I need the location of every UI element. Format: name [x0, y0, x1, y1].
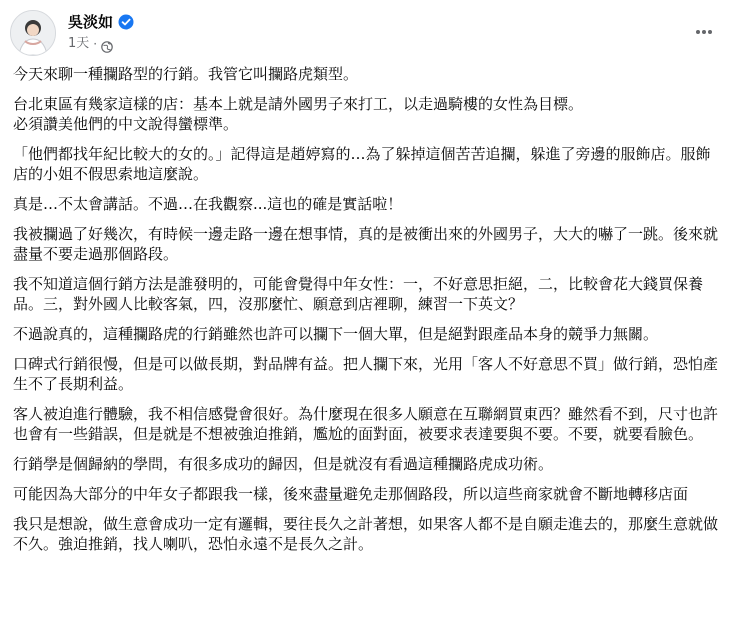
- post-paragraph: 我只是想說，做生意會成功一定有邏輯，要往長久之計著想，如果客人都不是自願走進去的，那麼生意就做不久。強迫推銷，找人喇叭，恐怕永遠不是長久之計。: [13, 515, 719, 553]
- post-paragraph: 我被攔過了好幾次，有時候一邊走路一邊在想事情，真的是被衝出來的外國男子，大大的嚇了一跳。後來就盡量不要走過那個路段。: [13, 225, 719, 263]
- more-options-icon: [694, 22, 714, 42]
- post-paragraph: 「他們都找年紀比較大的女的。」記得這是趙婷寫的…為了躲掉這個苦苦追攔，躲進了旁邊的服飾店。服飾店的小姐不假思索地這麼說。: [13, 145, 711, 183]
- post-timestamp[interactable]: 1天: [68, 36, 90, 51]
- post-header: [10, 10, 724, 58]
- post-paragraph: 真是…不太會講話。不過…在我觀察...這也的確是實話啦！: [13, 195, 403, 213]
- verified-badge-icon: [118, 14, 134, 30]
- post-paragraph: 不過說真的，這種攔路虎的行銷雖然也許可以攔下一個大單，但是絕對跟產品本身的競爭力無關。: [13, 325, 659, 343]
- post-body: [13, 64, 723, 564]
- avatar-image: [11, 11, 55, 55]
- author-name[interactable]: 吳淡如: [68, 13, 114, 31]
- author-row: [68, 11, 134, 33]
- post-paragraph: 台北東區有幾家這樣的店：基本上就是請外國男子來打工，以走過騎樓的女性為目標。 必須讚美他們的中文說得蠻標準。: [13, 95, 584, 133]
- post-meta: [68, 35, 134, 53]
- globe-icon[interactable]: [101, 38, 113, 50]
- meta-separator: ·: [93, 37, 98, 51]
- post-paragraph: 客人被迫進行體驗，我不相信感覺會很好。為什麼現在很多人願意在互聯網買東西？雖然看不到，尺寸也許也會有一些錯誤，但是就是不想被強迫推銷，尷尬的面對面，被要求表達要與不要。不要，就要看臉色。: [13, 405, 719, 443]
- author-avatar[interactable]: [10, 10, 56, 56]
- more-options-button[interactable]: [686, 14, 722, 50]
- author-block: [68, 11, 134, 53]
- post-paragraph: 行銷學是個歸納的學問，有很多成功的歸因，但是就沒有看過這種攔路虎成功術。: [13, 455, 554, 473]
- post-paragraph: 我不知道這個行銷方法是誰發明的，可能會覺得中年女性：一，不好意思拒絕，二，比較會花大錢買保養品。三，對外國人比較客氣，四，沒那麼忙、願意到店裡聊，練習一下英文？: [13, 275, 704, 313]
- post-paragraph: 今天來聊一種攔路型的行銷。我管它叫攔路虎類型。: [13, 65, 359, 83]
- post-paragraph: 可能因為大部分的中年女子都跟我一樣，後來盡量避免走那個路段，所以這些商家就會不斷地轉移店面: [13, 485, 689, 503]
- post-paragraph: 口碑式行銷很慢，但是可以做長期，對品牌有益。把人攔下來，光用「客人不好意思不買」做行銷，恐怕產生不了長期利益。: [13, 355, 719, 393]
